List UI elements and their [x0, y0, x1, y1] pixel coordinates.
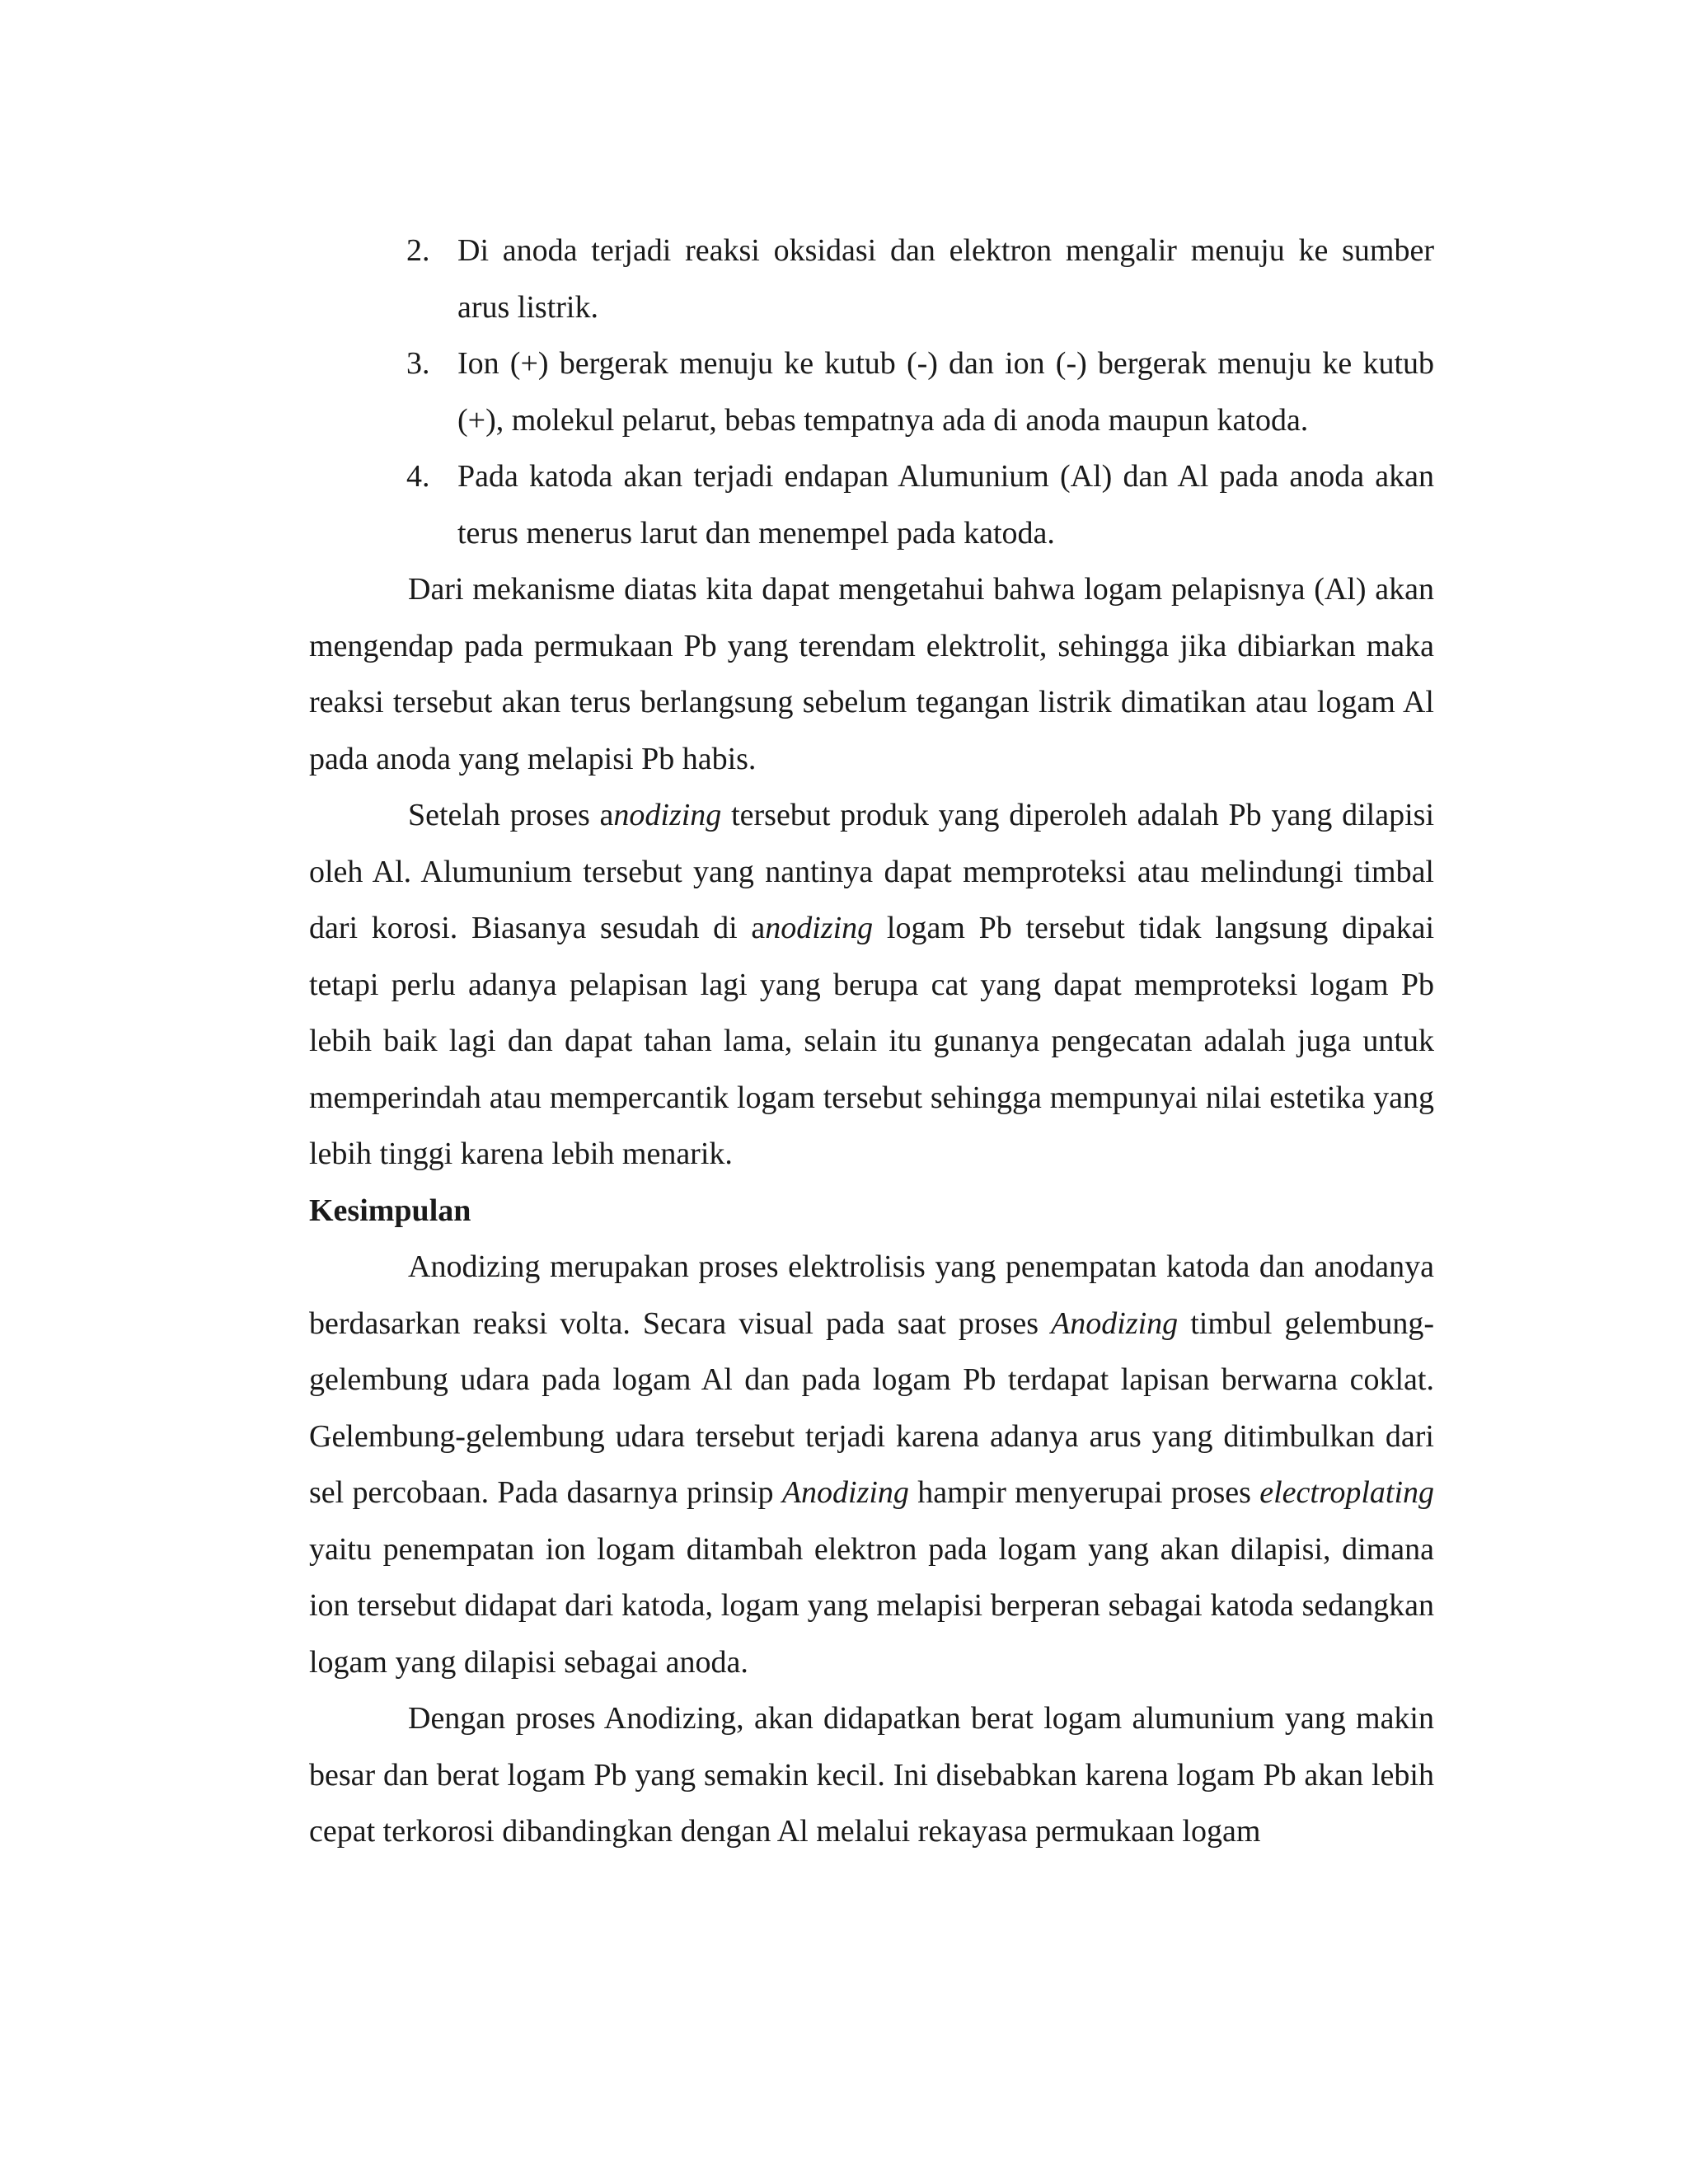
text-run: hampir menyerupai proses — [908, 1475, 1260, 1510]
text-run: logam Pb tersebut tidak langsung dipakai tetapi perlu adanya pelapisan lagi yang berupa cat yang dapat memproteksi logam Pb lebih baik lagi dan dapat tahan lama, selain itu gunanya pengecatan adalah juga untuk memperindah atau mempercantik logam tersebut sehingga mempunyai nilai estetika yang lebih tinggi karena lebih menarik. — [309, 911, 1434, 1171]
italic-term: nodizing — [613, 798, 722, 832]
section-heading: Kesimpulan — [309, 1193, 471, 1228]
list-item-text: Ion (+) bergerak menuju ke kutub (-) dan ion (-) bergerak menuju ke kutub (+), molekul pelarut, bebas tempatnya ada di anoda maupun katoda. — [457, 346, 1434, 438]
list-item — [309, 448, 1434, 561]
list-item-number: 2. — [406, 233, 430, 268]
text-run: Setelah proses a — [408, 798, 614, 832]
paragraph-weight-result: Dengan proses Anodizing, akan didapatkan berat logam alumunium yang makin besar dan berat logam Pb yang semakin kecil. Ini disebabkan karena logam Pb akan lebih cepat terkorosi dibandingkan dengan Al melalui rekayasa permukaan logam — [309, 1701, 1434, 1849]
text-run: Anodizing merupakan proses elektrolisis yang penempatan katoda dan anodanya berdasarkan reaksi volta. Secara visual pada saat proses — [309, 1249, 1434, 1341]
list-item — [309, 335, 1434, 448]
list-item — [309, 223, 1434, 335]
paragraph-anodizing-product — [309, 787, 1434, 1183]
paragraph-mechanism: Dari mekanisme diatas kita dapat mengetahui bahwa logam pelapisnya (Al) akan mengendap pada permukaan Pb yang terendam elektrolit, sehingga jika dibiarkan maka reaksi tersebut akan terus berlangsung sebelum tegangan listrik dimatikan atau logam Al pada anoda yang melapisi Pb habis. — [309, 572, 1434, 776]
page-content — [309, 223, 1434, 1860]
text-run: tersebut produk yang diperoleh adalah Pb yang dilapisi oleh Al. Alumunium tersebut yang nantinya dapat memproteksi atau melindungi timbal dari korosi. Biasanya sesudah di a — [309, 798, 1435, 945]
paragraph-conclusion — [309, 1239, 1434, 1690]
italic-term: Anodizing — [781, 1475, 909, 1510]
text-run: timbul gelembung-gelembung udara pada logam Al dan pada logam Pb terdapat lapisan berwarna coklat. Gelembung-gelembung udara tersebut terjadi karena adanya arus yang ditimbulkan dari sel percobaan. Pada dasarnya prinsip — [309, 1305, 1434, 1510]
list-item-text: Di anoda terjadi reaksi oksidasi dan elektron mengalir menuju ke sumber arus listrik. — [457, 233, 1434, 325]
text-run: yaitu penempatan ion logam ditambah elektron pada logam yang akan dilapisi, dimana ion tersebut didapat dari katoda, logam yang melapisi berperan sebagai katoda sedangkan logam yang dilapisi sebagai anoda. — [309, 1531, 1434, 1680]
italic-term: electroplating — [1259, 1475, 1435, 1510]
list-item-number: 4. — [406, 459, 430, 494]
list-item-text: Pada katoda akan terjadi endapan Alumunium (Al) dan Al pada anoda akan terus menerus larut dan menempel pada katoda. — [457, 459, 1434, 551]
numbered-list — [309, 223, 1434, 561]
italic-term: Anodizing — [1051, 1305, 1179, 1341]
italic-term: nodizing — [765, 911, 874, 945]
list-item-number: 3. — [406, 346, 430, 381]
